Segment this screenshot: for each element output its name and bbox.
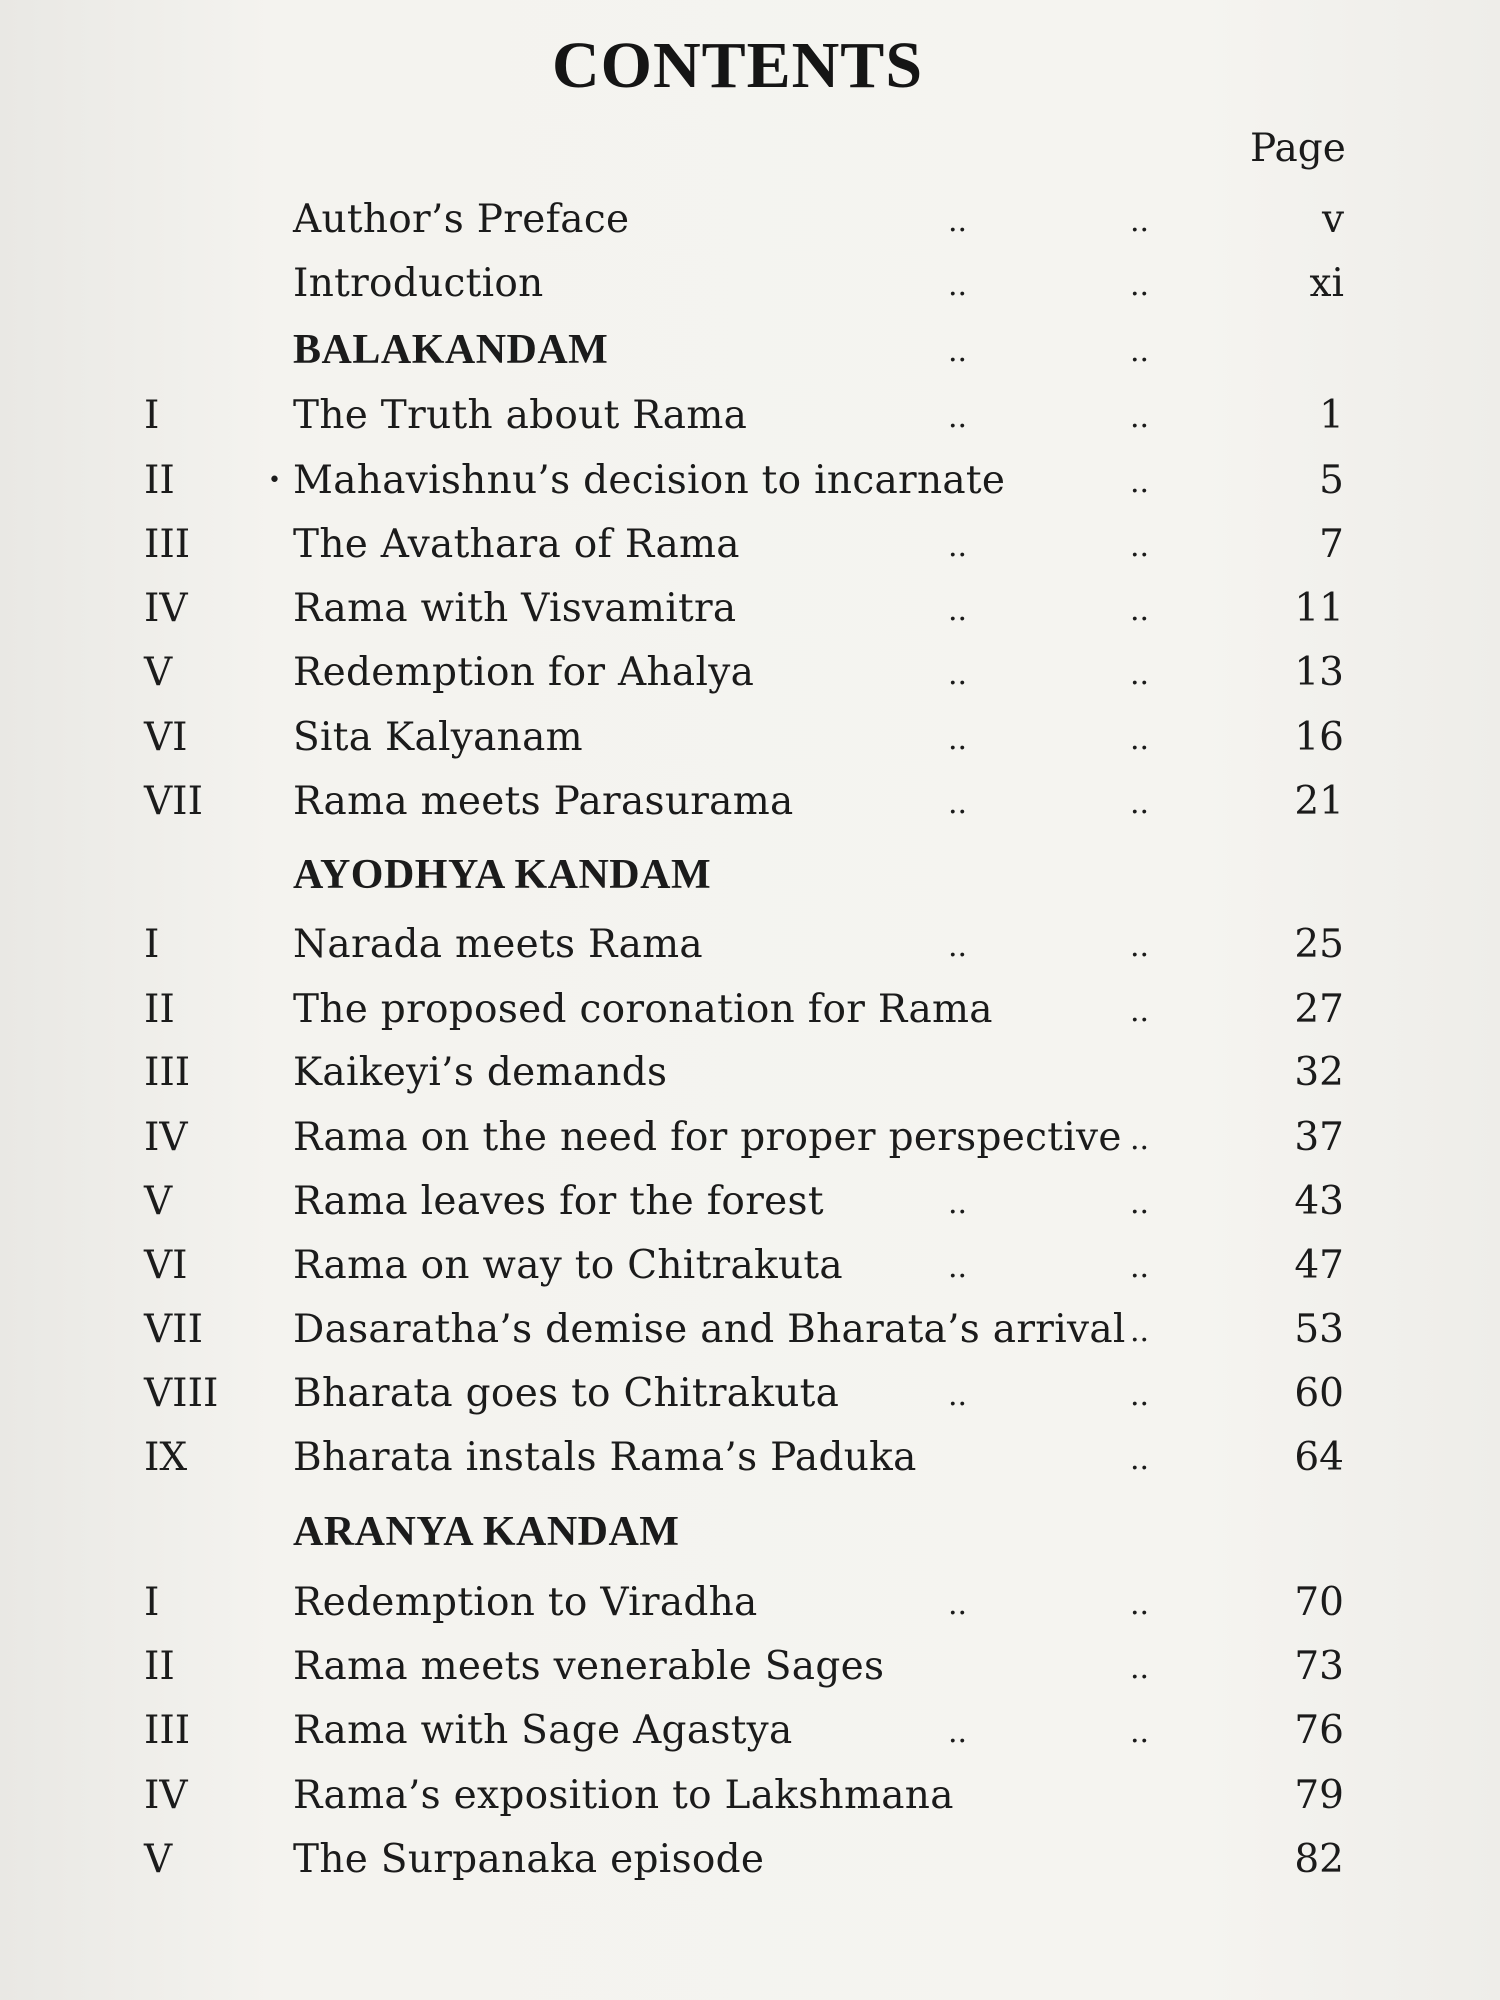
toc-entry <box>0 1637 1500 1697</box>
chapter-number: I <box>144 922 160 967</box>
toc-entry <box>0 1830 1500 1890</box>
toc-entry <box>0 915 1500 975</box>
toc-entry <box>0 708 1500 768</box>
entry-page: 76 <box>1294 1708 1344 1753</box>
toc-entry <box>0 1701 1500 1761</box>
leader-dots: .. <box>1130 1122 1150 1157</box>
entry-page: xi <box>1309 261 1344 306</box>
leader-dots: .. <box>1130 786 1150 821</box>
leader-dots: .. <box>1130 1442 1150 1477</box>
toc-entry <box>0 1236 1500 1296</box>
entry-page: 25 <box>1294 922 1344 967</box>
toc-entry <box>0 190 1500 250</box>
toc-entry <box>0 1300 1500 1360</box>
chapter-number: VII <box>144 779 203 824</box>
entry-title: Rama meets venerable Sages <box>293 1644 885 1689</box>
toc-entry <box>0 1428 1500 1488</box>
entry-page: 16 <box>1294 715 1344 760</box>
toc-entry <box>0 386 1500 446</box>
entry-title: Rama’s exposition to Lakshmana <box>293 1773 954 1818</box>
section-title: BALAKANDAM <box>293 327 609 373</box>
toc-entry <box>0 1364 1500 1424</box>
section-heading <box>0 1502 1500 1562</box>
entry-page: v <box>1321 197 1344 242</box>
leader-dots: .. <box>1130 1314 1150 1349</box>
leader-dots: .. <box>1130 400 1150 435</box>
toc-entry <box>0 254 1500 314</box>
leader-dots: .. <box>948 1378 968 1413</box>
section-heading <box>0 320 1500 380</box>
leader-dots: .. <box>948 268 968 303</box>
leader-dots: .. <box>1130 204 1150 239</box>
leader-dots: .. <box>948 593 968 628</box>
leader-dots: .. <box>1130 722 1150 757</box>
entry-title: Kaikeyi’s demands <box>293 1050 668 1095</box>
entry-page: 79 <box>1294 1773 1344 1818</box>
leader-dots: .. <box>948 929 968 964</box>
chapter-number: IX <box>144 1435 188 1480</box>
chapter-number: IV <box>144 1115 188 1160</box>
toc-entry <box>0 1108 1500 1168</box>
entry-title: Rama on the need for proper perspective <box>293 1115 1122 1160</box>
entry-page: 60 <box>1294 1371 1344 1416</box>
leader-dots: .. <box>948 1250 968 1285</box>
toc-entry <box>0 579 1500 639</box>
leader-dots: .. <box>948 657 968 692</box>
entry-page: 11 <box>1294 586 1344 631</box>
leader-dots: .. <box>1130 1378 1150 1413</box>
chapter-number: I <box>144 393 160 438</box>
leader-dots: .. <box>948 1715 968 1750</box>
leader-dots: .. <box>1130 465 1150 500</box>
toc-entry <box>0 1172 1500 1232</box>
toc-entry <box>0 1573 1500 1633</box>
entry-title: Rama meets Parasurama <box>293 779 794 824</box>
chapter-number: II <box>144 458 175 503</box>
leader-dots: .. <box>1130 1651 1150 1686</box>
leader-dots: .. <box>948 722 968 757</box>
chapter-number: VII <box>144 1307 203 1352</box>
section-heading <box>0 845 1500 905</box>
leader-dots: .. <box>1130 1715 1150 1750</box>
entry-title: Redemption for Ahalya <box>293 650 755 695</box>
leader-dots: .. <box>1130 529 1150 564</box>
leader-dots: .. <box>948 204 968 239</box>
entry-page: 27 <box>1294 987 1344 1032</box>
chapter-number: VIII <box>144 1371 219 1416</box>
entry-title: Bharata goes to Chitrakuta <box>293 1371 840 1416</box>
leader-dots: .. <box>1130 268 1150 303</box>
entry-page: 73 <box>1294 1644 1344 1689</box>
entry-title: The Surpanaka episode <box>293 1837 765 1882</box>
entry-page: 37 <box>1294 1115 1344 1160</box>
chapter-number: III <box>144 522 191 567</box>
leader-dots: .. <box>1130 657 1150 692</box>
leader-dots: .. <box>1130 1250 1150 1285</box>
print-speck: • <box>268 468 281 493</box>
chapter-number: IV <box>144 1773 188 1818</box>
entry-title: Author’s Preface <box>293 197 630 242</box>
chapter-number: V <box>144 1837 173 1882</box>
leader-dots: .. <box>1130 334 1150 369</box>
entry-title: Introduction <box>293 261 544 306</box>
entry-page: 5 <box>1319 458 1344 503</box>
entry-page: 7 <box>1319 522 1344 567</box>
entry-title: Redemption to Viradha <box>293 1580 758 1625</box>
chapter-number: V <box>144 1179 173 1224</box>
page-column-label: Page <box>1250 126 1346 171</box>
leader-dots: .. <box>1130 929 1150 964</box>
toc-entry <box>0 1043 1500 1103</box>
entry-title: Dasaratha’s demise and Bharata’s arrival <box>293 1307 1126 1352</box>
entry-title: Rama leaves for the forest <box>293 1179 824 1224</box>
chapter-number: VI <box>144 1243 188 1288</box>
entry-page: 43 <box>1294 1179 1344 1224</box>
chapter-number: I <box>144 1580 160 1625</box>
chapter-number: VI <box>144 715 188 760</box>
leader-dots: .. <box>1130 1186 1150 1221</box>
entry-page: 32 <box>1294 1050 1344 1095</box>
toc-entry <box>0 772 1500 832</box>
leader-dots: .. <box>948 334 968 369</box>
entry-page: 13 <box>1294 650 1344 695</box>
leader-dots: .. <box>948 529 968 564</box>
entry-page: 21 <box>1294 779 1344 824</box>
section-title: ARANYA KANDAM <box>293 1509 680 1555</box>
entry-page: 53 <box>1294 1307 1344 1352</box>
leader-dots: .. <box>1130 994 1150 1029</box>
entry-title: Rama with Sage Agastya <box>293 1708 793 1753</box>
entry-title: The proposed coronation for Rama <box>293 987 993 1032</box>
section-title: AYODHYA KANDAM <box>293 852 712 898</box>
leader-dots: .. <box>948 1186 968 1221</box>
entry-page: 47 <box>1294 1243 1344 1288</box>
leader-dots: .. <box>948 1587 968 1622</box>
entry-title: Narada meets Rama <box>293 922 703 967</box>
entry-title: The Truth about Rama <box>293 393 748 438</box>
entry-page: 70 <box>1294 1580 1344 1625</box>
entry-title: Sita Kalyanam <box>293 715 583 760</box>
toc-entry <box>0 980 1500 1040</box>
chapter-number: III <box>144 1708 191 1753</box>
entry-page: 1 <box>1319 393 1344 438</box>
entry-title: The Avathara of Rama <box>293 522 740 567</box>
entry-page: 82 <box>1294 1837 1344 1882</box>
entry-page: 64 <box>1294 1435 1344 1480</box>
entry-title: Rama on way to Chitrakuta <box>293 1243 843 1288</box>
chapter-number: IV <box>144 586 188 631</box>
toc-entry <box>0 451 1500 511</box>
leader-dots: .. <box>948 400 968 435</box>
chapter-number: III <box>144 1050 191 1095</box>
entry-title: Rama with Visvamitra <box>293 586 737 631</box>
leader-dots: .. <box>948 786 968 821</box>
toc-entry <box>0 1766 1500 1826</box>
page-title: CONTENTS <box>551 29 924 102</box>
toc-entry <box>0 515 1500 575</box>
entry-title: Mahavishnu’s decision to incarnate <box>293 458 1006 503</box>
leader-dots: .. <box>1130 593 1150 628</box>
entry-title: Bharata instals Rama’s Paduka <box>293 1435 917 1480</box>
chapter-number: II <box>144 1644 175 1689</box>
chapter-number: V <box>144 650 173 695</box>
leader-dots: .. <box>1130 1587 1150 1622</box>
chapter-number: II <box>144 987 175 1032</box>
toc-entry <box>0 643 1500 703</box>
